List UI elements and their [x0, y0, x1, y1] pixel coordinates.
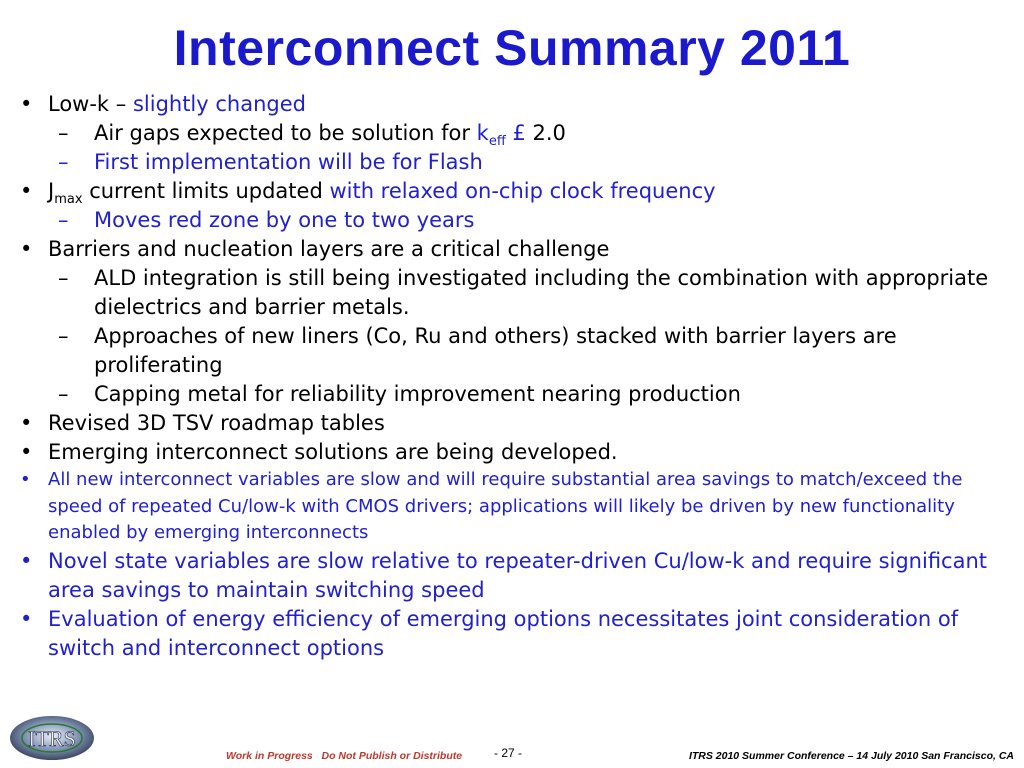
subbullet-text: Moves red zone by one to two years	[94, 208, 475, 232]
bullet-emerging	[18, 438, 1018, 467]
bullet-text: Barriers and nucleation layers are a critical challenge	[48, 237, 610, 261]
dash-marker: –	[58, 382, 69, 406]
subbullet-liners	[18, 322, 1018, 380]
subbullet-text: Approaches of new liners (Co, Ru and others) stacked with barrier layers are proliferating	[94, 324, 897, 377]
bullet-marker: •	[20, 606, 33, 631]
bullet-low-k	[18, 90, 1018, 119]
bullet-text: Revised 3D TSV roadmap tables	[48, 411, 385, 435]
bullet-text: Emerging interconnect solutions are being developed.	[48, 440, 618, 464]
bullet-marker: •	[20, 440, 33, 464]
subbullet-text: First implementation will be for Flash	[94, 150, 483, 174]
bullet-energy	[18, 605, 1018, 663]
j-symbol: J	[48, 179, 55, 203]
subbullet-red-zone	[18, 206, 1018, 235]
dash-marker: –	[58, 266, 69, 290]
slide-title: Interconnect Summary 2011	[173, 20, 851, 76]
dash-marker: –	[58, 150, 69, 174]
k-symbol: k	[476, 121, 489, 145]
bullet-text: All new interconnect variables are slow and will require substantial area savings to match/exceed the speed of repeated Cu/low-k with CMOS drivers; applications will likely be driven by new functionality enabled by emerging interconnects	[48, 469, 963, 543]
dash-marker: –	[58, 208, 69, 232]
bullet-marker: •	[20, 469, 31, 490]
bullet-highlight: with relaxed on-chip clock frequency	[329, 179, 716, 203]
subbullet-capping	[18, 380, 1018, 409]
symbol-glyph: £	[505, 121, 526, 145]
bullet-tsv	[18, 409, 1018, 438]
footer-conference: ITRS 2010 Summer Conference – 14 July 2010 San Francisco, CA	[688, 750, 1014, 762]
bullet-marker: •	[20, 237, 33, 261]
bullet-text: current limits updated	[82, 179, 330, 203]
subbullet-text: Capping metal for reliability improvement nearing production	[94, 382, 741, 406]
bullet-marker: •	[20, 179, 33, 203]
bullet-marker: •	[20, 548, 33, 573]
dash-marker: –	[58, 121, 69, 145]
bullet-text: Novel state variables are slow relative to repeater-driven Cu/low-k and require significant area savings to maintain switching speed	[48, 548, 988, 602]
bullet-highlight: slightly changed	[132, 92, 306, 116]
page-number: - 27 -	[494, 746, 523, 760]
bullet-text: Evaluation of energy efficiency of emerging options necessitates joint consideration of switch and interconnect options	[48, 606, 959, 660]
subbullet-text: Air gaps expected to be solution for	[94, 121, 477, 145]
subbullet-ald	[18, 264, 1018, 322]
bullet-marker: •	[20, 411, 33, 435]
bullet-state-variables	[18, 547, 1018, 605]
subbullet-flash	[18, 148, 1018, 177]
eff-subscript: eff	[488, 134, 506, 150]
bullet-text: Low-k –	[48, 92, 133, 116]
footer-disclaimer: Work in Progress Do Not Publish or Distribute	[226, 750, 463, 762]
bullet-barriers	[18, 235, 1018, 264]
subbullet-value: 2.0	[525, 121, 566, 145]
subbullet-text: ALD integration is still being investigated including the combination with appropriate dielectrics and barrier metals.	[94, 266, 989, 319]
bullet-marker: •	[20, 92, 33, 116]
itrs-logo	[8, 714, 96, 762]
bullet-jmax	[18, 177, 1018, 206]
bullet-variables	[18, 467, 1018, 547]
subbullet-air-gaps	[18, 119, 1018, 148]
dash-marker: –	[58, 324, 69, 348]
bullet-list	[18, 90, 1018, 663]
max-subscript: max	[54, 192, 83, 208]
svg-text:ITRS: ITRS	[28, 726, 76, 751]
